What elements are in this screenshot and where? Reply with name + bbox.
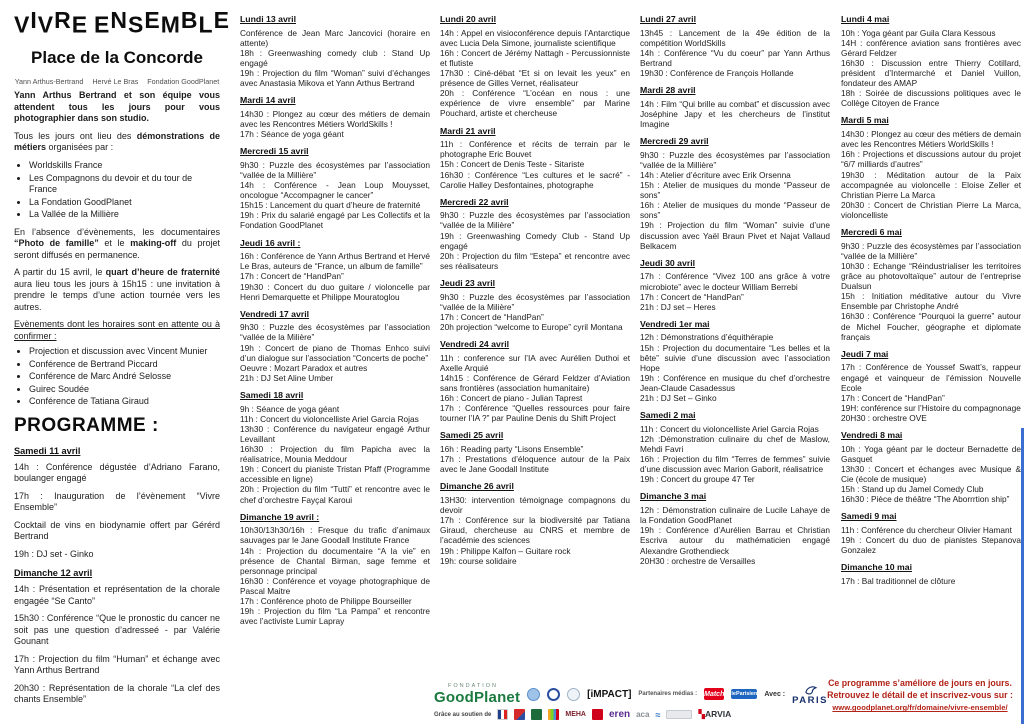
event-item: 16h : Reading party “Lisons Ensemble” xyxy=(440,444,584,455)
organizer-item: • La Fondation GoodPlanet xyxy=(29,197,220,209)
media-partners-label: Partenaires médias : xyxy=(638,691,698,698)
day-title: Mercredi 29 avril xyxy=(640,136,709,147)
pending-event-item: • Conférence de Tatiana Giraud xyxy=(29,396,220,408)
event-item: 10h30 : Echange “Réindustrialiser les territoires grâce au photovoltaïque” autour de l’entreprise Dualsun xyxy=(841,260,1021,292)
schedule-column-4 xyxy=(640,0,830,573)
event-item: 19h: course solidaire xyxy=(440,555,517,566)
event-item: 10h : Yoga géant par le docteur Bernadette de Gasquet xyxy=(841,443,1021,464)
event-item: 14h : Présentation et représentation de la chorale engagée “Se Canto” xyxy=(14,584,220,606)
partner-logo-icon xyxy=(527,688,540,701)
schedule-column-2 xyxy=(240,0,430,633)
day-title: Mardi 21 avril xyxy=(440,125,496,136)
event-item: 17h : Inauguration de l’évènement “Vivre Ensemble” xyxy=(14,490,220,513)
day-block xyxy=(440,278,630,332)
goodplanet-logo xyxy=(434,684,520,705)
partner-logo-icon xyxy=(547,688,560,701)
day-block xyxy=(14,446,220,560)
meha-logo: MEHA xyxy=(565,711,586,718)
event-item: 16h : Concert de Jérémy Nattagh - Percussionniste et flutiste xyxy=(440,47,630,68)
event-item: 9h30 : Puzzle des écosystèmes par l’association “vallée de la Millière” xyxy=(640,149,830,170)
day-block xyxy=(640,491,830,565)
sponsor-logo-icon xyxy=(531,709,542,720)
event-item: 14H : conférence aviation sans frontières avec Gérard Feldzer xyxy=(841,37,1021,58)
event-item: 11h : Conférence du chercheur Olivier Hamant xyxy=(841,524,1012,535)
event-item: 15h30 : Conférence “Que le pronostic du cancer ne soit pas une question d’adresseé - par Valérie Gounant xyxy=(14,613,220,647)
pending-event-item: • Guirec Soudée xyxy=(29,384,220,396)
day-title: Mardi 14 avril xyxy=(240,95,296,106)
event-item: 15h15 : Lancement du quart d’heure de fraternité xyxy=(240,200,421,211)
wave-logo-icon: ≈ xyxy=(655,709,661,720)
event-item: 17h : Concert de “HandPan” xyxy=(841,392,945,403)
event-item: 16h : Conférence de Yann Arthus Bertrand et Hervé Le Bras, auteurs de “France, un album de famille” xyxy=(240,251,430,272)
arvia-logo xyxy=(698,709,731,720)
event-item: 17h : Conférence photo de Philippe Bourseiller xyxy=(240,596,412,607)
day-block xyxy=(841,227,1021,342)
event-item: 16h : Projections et discussions autour du projet “6/7 milliards d’autres” xyxy=(841,149,1021,170)
text-run-bold: “Photo de famille” xyxy=(14,238,99,249)
day-block xyxy=(240,238,430,302)
day-block xyxy=(240,146,430,230)
day-block xyxy=(240,95,430,139)
event-item: 19h : Greenwashing Comedy Club - Stand Up engagé xyxy=(440,230,630,251)
event-item: 17h : Conférence “Vivez 100 ans grâce à votre microbiote” avec le docteur William Berrebi xyxy=(640,271,830,292)
day-block xyxy=(841,430,1021,504)
day-title: Dimanche 19 avril : xyxy=(240,511,320,522)
intro-column xyxy=(14,0,230,713)
goodplanet-fondation-label: FONDATION xyxy=(448,683,498,689)
day-title: Lundi 20 avril xyxy=(440,14,497,24)
event-item: 14h : Appel en visioconférence depuis l’Antarctique avec Lucia Dela Simone, journaliste scientifique xyxy=(440,27,630,48)
event-item: 20h : Conférence “L’océan en nous : une expérience de vivre ensemble” par Marine Pouchard, artiste et chercheuse xyxy=(440,88,630,119)
event-item: 19h : Concert de piano de Thomas Enhco suivi d’un dialogue sur l’association “Concerts de poche” xyxy=(240,342,430,363)
text-run-bold: démonstrations de métiers xyxy=(14,130,221,153)
text-run: organisées par : xyxy=(46,142,114,153)
pending-event-item: • Conférence de Bertrand Piccard xyxy=(29,359,220,371)
event-item: 14h30 : Plongez au cœur des métiers de demain avec les Rencontres Métiers WorldSkills ! xyxy=(841,129,1021,150)
sponsor-logo-icon xyxy=(514,709,525,720)
schedule-column-1 xyxy=(14,446,220,706)
le-parisien-logo: leParisien xyxy=(731,691,758,698)
organizer-item: • Les Compagnons du devoir et du tour de France xyxy=(29,173,220,196)
partners-footer xyxy=(434,684,826,721)
event-item: 19h30 : Conférence de François Hollande xyxy=(640,68,794,79)
event-item: 9h : Séance de yoga géant xyxy=(240,403,340,414)
day-title: Lundi 27 avril xyxy=(640,14,697,24)
day-title: Jeudi 7 mai xyxy=(841,348,889,359)
day-block xyxy=(841,349,1021,423)
day-block xyxy=(640,410,830,484)
event-item: 20h30 : Représentation de la chorale “La clef des chants Ensemble” xyxy=(14,682,220,705)
day-title: Vendredi 17 avril xyxy=(240,308,310,319)
day-block xyxy=(240,309,430,383)
day-block xyxy=(14,568,220,705)
sponsors-row xyxy=(434,709,826,720)
day-block xyxy=(440,14,630,119)
intro-paragraph-studio: Yann Arthus Bertrand et son équipe vous attendent tous les jours pour vous photographier dans son studio. xyxy=(14,90,220,124)
day-title: Dimanche 10 mai xyxy=(841,562,912,573)
event-item: 20h : Projection du film “Estepa” et rencontre avec ses réalisateurs xyxy=(440,250,630,271)
aca-logo: aca xyxy=(636,710,650,719)
day-title: Samedi 9 mai xyxy=(841,511,897,522)
day-block xyxy=(640,258,830,312)
event-item: 17h : Conférence de Youssef Swatt’s, rappeur engagé et vainqueur de l’émission Nouvelle Ecole xyxy=(841,362,1021,393)
day-title: Samedi 11 avril xyxy=(14,446,81,457)
event-item: 16h : Concert de piano - Julian Taprest xyxy=(440,393,583,404)
day-title: Samedi 18 avril xyxy=(240,390,304,400)
day-title: Mardi 28 avril xyxy=(640,85,696,96)
event-item: 10h : Yoga géant par Guila Clara Kessous xyxy=(841,27,996,38)
pending-event-item: • Projection et discussion avec Vincent Munier xyxy=(29,346,220,358)
day-title: Mercredi 22 avril xyxy=(440,196,509,207)
event-item: 14h : Atelier d’écriture avec Erik Orsenna xyxy=(640,169,791,180)
event-item: 16h30 : Discussion entre Thierry Cotillard, président d’Intermarché et Daniel Vuillon, fondateur des AMAP xyxy=(841,57,1021,89)
event-item: 15h : Stand up du Jamel Comedy Club xyxy=(841,484,984,495)
event-item: Oeuvre : Mozart Paradox et autres xyxy=(240,362,368,373)
event-item: 19H: conférence sur l’Histoire du compagnonage xyxy=(841,402,1021,413)
day-block xyxy=(440,430,630,474)
event-item: 14h : Conférence “Vu du coeur” par Yann Arthus Bertrand xyxy=(640,47,830,68)
day-block xyxy=(640,85,830,129)
day-title: Lundi 13 avril xyxy=(240,14,297,24)
day-block xyxy=(440,197,630,271)
event-item: 20H30 : orchestre de Versailles xyxy=(640,555,756,566)
brand-block xyxy=(14,7,230,87)
event-item: 21h : DJ set – Heres xyxy=(640,301,716,312)
event-item: 16h30 : Conférence “Pourquoi la guerre” autour de Michel Foucher, géographe et diplomate français xyxy=(841,311,1021,342)
event-item: 17h : Concert de “HandPan” xyxy=(440,311,544,322)
pending-event-item: • Conférence de Marc André Selosse xyxy=(29,371,220,383)
text-run: En l’absence d’évènements, les documentaires xyxy=(14,226,220,237)
event-item: 19h30 : Concert du duo guitare / violoncelle par Henri Demarquette et Philippe Mouratoglou xyxy=(240,281,430,302)
day-block xyxy=(440,126,630,190)
event-item: 19h : Conférence d’Aurélien Barrau et Christian Escriva autour du mathématicien engagé Alexandre Grothendieck xyxy=(640,525,830,556)
event-item: 14h15 : Conférence de Gérard Feldzer d’Aviation sans frontières (association humanitaire) xyxy=(440,372,630,393)
event-item: 18h : Soirée de discussions politiques avec le Collège Citoyen de France xyxy=(841,88,1021,109)
text-run-bold: quart d’heure de fraternité xyxy=(105,267,221,278)
paris-label: PARIS xyxy=(792,694,828,706)
event-item: 12h : Démonstrations d’équithérapie xyxy=(640,332,774,343)
credits-line xyxy=(14,77,220,86)
event-item: 9h30 : Puzzle des écosystèmes par l’association “vallée de la Milière” xyxy=(440,210,630,231)
credit-author-1: Yann Arthus-Bertrand xyxy=(14,77,84,87)
day-title: Samedi 2 mai xyxy=(640,410,696,421)
event-item: 20H30 : orchestre OVE xyxy=(841,412,927,423)
day-block xyxy=(440,481,630,565)
sponsor-logo-icon xyxy=(548,709,559,720)
event-item: 9h30 : Puzzle des écosystèmes par l’association “vallée de la Milière” xyxy=(440,291,630,312)
notice-line-2: Retrouvez le détail de et inscrivez-vous sur : xyxy=(827,690,1013,701)
event-item: 17h : Projection du film “Human” et échange avec Yann Arthus Bertrand xyxy=(14,653,220,676)
day-title: Jeudi 30 avril xyxy=(640,257,696,268)
event-item: 11h : Concert du violoncelliste Ariel Garcia Rojas xyxy=(240,413,419,424)
event-item: 17h : Concert de “HandPan” xyxy=(240,271,344,282)
event-item: Cocktail de vins en biodynamie offert par Gérérd Bertrand xyxy=(14,519,220,542)
day-block xyxy=(841,115,1021,220)
dove-icon xyxy=(803,684,818,696)
day-title: Jeudi 23 avril xyxy=(440,278,496,289)
event-item: 12h :Démonstration culinaire du chef de Maslow, Mehdi Favri xyxy=(640,433,830,455)
event-item: Conférence de Jean Marc Jancovici (horaire en attente) xyxy=(240,27,430,48)
avec-label: Avec : xyxy=(764,690,786,698)
event-item: 13h45 : Lancement de la 49e édition de la compétition WorldSkills xyxy=(640,27,830,48)
event-item: 21h : DJ Set Aline Umber xyxy=(240,372,334,383)
event-item: 9h30 : Puzzle des écosystèmes par l’association “vallée de la Millière” xyxy=(240,159,430,180)
signup-link[interactable]: www.goodplanet.org/fr/domaine/vivre-ensemble/ xyxy=(832,703,1008,713)
event-item: 17h : Prestations d’éloquence autour de la Paix avec le Jane Goodall Institute xyxy=(440,454,630,475)
event-item: 13h30 : Concert et échanges avec Musique & Cie (école de musique) xyxy=(841,463,1021,484)
event-item: 14h : Projection du documentaire “A la vie” en présence de Chantal Birman, sage femme et personnage principal xyxy=(240,545,430,576)
support-label: Grâce au soutien de xyxy=(434,711,492,718)
day-block xyxy=(240,512,430,627)
event-item: 14h : Film “Qui brille au combat” et discussion avec Joséphine Japy et les chercheurs de l’institut Imagine xyxy=(640,98,830,129)
event-item: 15h : Concert de Denis Teste - Sitariste xyxy=(440,159,585,170)
event-item: 19h : Concert du groupe 47 Ter xyxy=(640,474,755,485)
event-item: 9h30 : Puzzle des écosystèmes par l’association “vallée de la Milière” xyxy=(240,322,430,343)
intro-paragraph-fraternite xyxy=(14,267,220,313)
event-item: 19h30 : Méditation autour de la Paix accompagnée au violoncelle : Eloise Zeller et Christian Pierre La Marca xyxy=(841,169,1021,200)
text-run: A partir du 15 avril, le xyxy=(14,267,106,278)
day-title: Mercredi 6 mai xyxy=(841,227,902,238)
pending-events-list xyxy=(14,346,220,408)
arvia-label: ARVIA xyxy=(704,709,732,719)
day-title: Dimanche 3 mai xyxy=(640,491,707,502)
text-run: et le xyxy=(98,238,131,249)
event-item: 19h : Projection du film “Woman” suivie d’une discussion avec Yaël Braun Pivet et Najat Vallaud Belkacem xyxy=(640,220,830,251)
sponsor-logo-icon xyxy=(666,710,692,719)
event-item: 21h : DJ Set – Ginko xyxy=(640,393,717,404)
event-item: 12h : Démonstration culinaire de Lucile Lahaye de la Fondation GoodPlanet xyxy=(640,505,830,526)
day-title: Mardi 5 mai xyxy=(841,115,889,126)
day-block xyxy=(841,14,1021,108)
credit-author-2: Hervé Le Bras xyxy=(92,77,139,87)
impact-logo: [iMPACT] xyxy=(587,688,632,700)
text-run: aura lieu tous les jours à 15h15 : une invitation à prendre le temps d’une action tournée vers les autres. xyxy=(14,278,220,312)
event-item: 16h30 : Conférence “Les cultures et le sacré” - Carolie Halley Desfontaines, photographe xyxy=(440,169,630,190)
event-item: 19h : DJ set - Ginko xyxy=(14,548,94,559)
event-item: 20h : Projection du film “Tutti” et rencontre avec le chef d’orchestre Fayçal Karoui xyxy=(240,484,430,505)
intro-paragraph-demos xyxy=(14,131,220,154)
event-item: 10h30/13h30/16h : Fresque du trafic d’animaux sauvages par le Jane Goodall Institute France xyxy=(240,525,430,546)
text-run: Tous les jours ont lieu des xyxy=(14,130,137,141)
day-title: Vendredi 1er mai xyxy=(640,318,710,329)
programme-heading: PROGRAMME : xyxy=(14,414,159,436)
event-item: 15h : Initiation méditative autour du Vivre Ensemble par Christophe André xyxy=(841,291,1021,312)
day-block xyxy=(240,14,430,88)
event-item: 19h : Concert du pianiste Tristan Pfaff (Programme accessible en ligne) xyxy=(240,464,430,485)
day-title: Vendredi 24 avril xyxy=(440,339,510,350)
event-item: 17h : Conférence “Quelles ressources pour faire tourner l’IA ?” par Pauline Denis du Shift Project xyxy=(440,403,630,424)
event-item: 16h : Atelier de musiques du monde “Passeur de sons” xyxy=(640,200,830,221)
event-item: 20h projection “welcome to Europe” cyril Montana xyxy=(440,321,623,332)
day-block xyxy=(841,562,1021,586)
event-item: 16h30 : Conférence et voyage photographique de Pascal Maitre xyxy=(240,575,430,596)
event-item: 14h : Conférence dégustée d’Adriano Farano, boulanger engagé xyxy=(14,461,220,484)
event-item: 19h : Prix du salarié engagé par Les Collectifs et la Fondation GoodPlanet xyxy=(240,210,430,231)
event-item: 11h : conference sur l’IA avec Aurélien Duthoi et Axelle Arquié xyxy=(440,352,630,373)
event-item: 13h30 : Conférence du navigateur engagé Arthur Levaillant xyxy=(240,423,430,444)
event-item: 18h : Greenwashing comedy club : Stand Up engagé xyxy=(240,47,430,68)
event-item: 17h : Bal traditionnel de clôture xyxy=(841,575,956,586)
day-title: Samedi 25 avril xyxy=(440,430,504,441)
day-title: Dimanche 12 avril xyxy=(14,568,93,579)
organizer-item: • La Vallée de la Millière xyxy=(29,209,220,221)
notice-line-1: Ce programme s’améliore de jours en jours. xyxy=(828,678,1012,689)
day-block xyxy=(640,319,830,403)
event-item: 11h : Conférence et récits de terrain par le photographe Eric Bouvet xyxy=(440,139,630,160)
schedule-column-3 xyxy=(440,0,630,573)
event-item: 19h : Projection du film “La Pampa” et rencontre avec l’activiste Lumir Lapray xyxy=(240,606,430,627)
goodplanet-name: GoodPlanet xyxy=(434,688,521,706)
day-block xyxy=(240,390,430,505)
event-item: 19h : Conférence en musique du chef d’orchestre Jean-Claude Casadessus xyxy=(640,372,830,393)
sponsor-logo-icon xyxy=(592,709,603,720)
text-run-bold: making-off xyxy=(130,238,177,249)
event-item: 11h : Concert du violoncelliste Ariel Garcia Rojas xyxy=(640,423,819,434)
page-title: VIVRE ENSEMBLE xyxy=(14,7,230,38)
day-title: Mercredi 15 avril xyxy=(240,146,309,157)
event-item: 19h : Concert du duo de pianistes Stepanova Gonzalez xyxy=(841,535,1021,556)
text-run: du projet seront diffusés en permanence. xyxy=(14,238,220,260)
day-title: Jeudi 16 avril : xyxy=(240,237,301,248)
day-block xyxy=(440,339,630,423)
event-item: 13H30: intervention témoignage compagnons du devoir xyxy=(440,494,630,516)
paris-match-logo: Match xyxy=(704,688,724,700)
day-title: Dimanche 26 avril xyxy=(440,481,514,492)
event-item: 17h : Concert de “HandPan” xyxy=(640,291,744,302)
french-government-logo xyxy=(497,709,508,720)
page-subtitle: Place de la Concorde xyxy=(31,48,203,68)
schedule-column-5 xyxy=(841,0,1021,593)
event-item: 14h30 : Plongez au cœur des métiers de demain avec les Rencontres Métiers WorldSkills ! xyxy=(240,108,430,129)
organizers-list xyxy=(14,160,220,221)
day-block xyxy=(640,136,830,251)
day-title: Lundi 4 mai xyxy=(841,14,890,24)
event-item: 15h : Projection du documentaire “Les belles et la bête” suivie d’une discussion avec l’association Hope xyxy=(640,342,830,373)
event-item: 19h : Philippe Kalfon – Guitare rock xyxy=(440,545,571,556)
event-item: 16h : Projection du film “Terres de femmes” suivie d’une discussion avec Marion Gaborit, réalisatrice xyxy=(640,454,830,475)
event-item: 9h30 : Puzzle des écosystèmes par l’association “vallée de la Millière” xyxy=(841,240,1021,261)
event-item: 19h : Projection du film “Woman” suivi d’échanges avec Anastasia Mikova et Yann Arthus Bertrand xyxy=(240,68,430,89)
event-item: 16h30 : Projection du film Papicha avec la réalisatrice, Mounia Meddour xyxy=(240,444,430,465)
partners-row xyxy=(434,684,826,706)
event-item: 17h : Conférence sur la biodiversité par Tatiana Giraud, chercheuse au CNRS et membre de l’académie des sciences xyxy=(440,515,630,546)
event-item: 15h : Atelier de musiques du monde “Passeur de sons” xyxy=(640,180,830,201)
eren-logo: eren xyxy=(608,709,631,720)
day-title: Vendredi 8 mai xyxy=(841,430,903,441)
arvia-mark-icon: ▚ xyxy=(698,709,705,719)
event-item: 14h : Conférence - Jean Loup Mouysset, oncologue “Accompagner le cancer” xyxy=(240,180,430,201)
credit-author-3: Fondation GoodPlanet xyxy=(147,77,220,87)
organizer-item: • Worldskills France xyxy=(29,160,220,172)
event-item: 16h30 : Pièce de théâtre “The Aborrrtion ship” xyxy=(841,494,1010,505)
partner-logo-icon xyxy=(567,688,580,701)
event-item: 20h30 : Concert de Christian Pierre La Marca, violoncelliste xyxy=(841,199,1021,220)
day-block xyxy=(640,14,830,78)
update-notice xyxy=(822,678,1018,714)
pending-events-heading: Evènements dont les horaires sont en attente ou à confirmer : xyxy=(14,319,220,341)
intro-paragraph-documentaries xyxy=(14,227,220,262)
day-block xyxy=(841,511,1021,555)
event-item: 17h : Séance de yoga géant xyxy=(240,129,344,140)
event-item: 17h30 : Ciné-débat “Et si on levait les yeux” en présence de Gilles Vernet, réalisateur xyxy=(440,68,630,89)
